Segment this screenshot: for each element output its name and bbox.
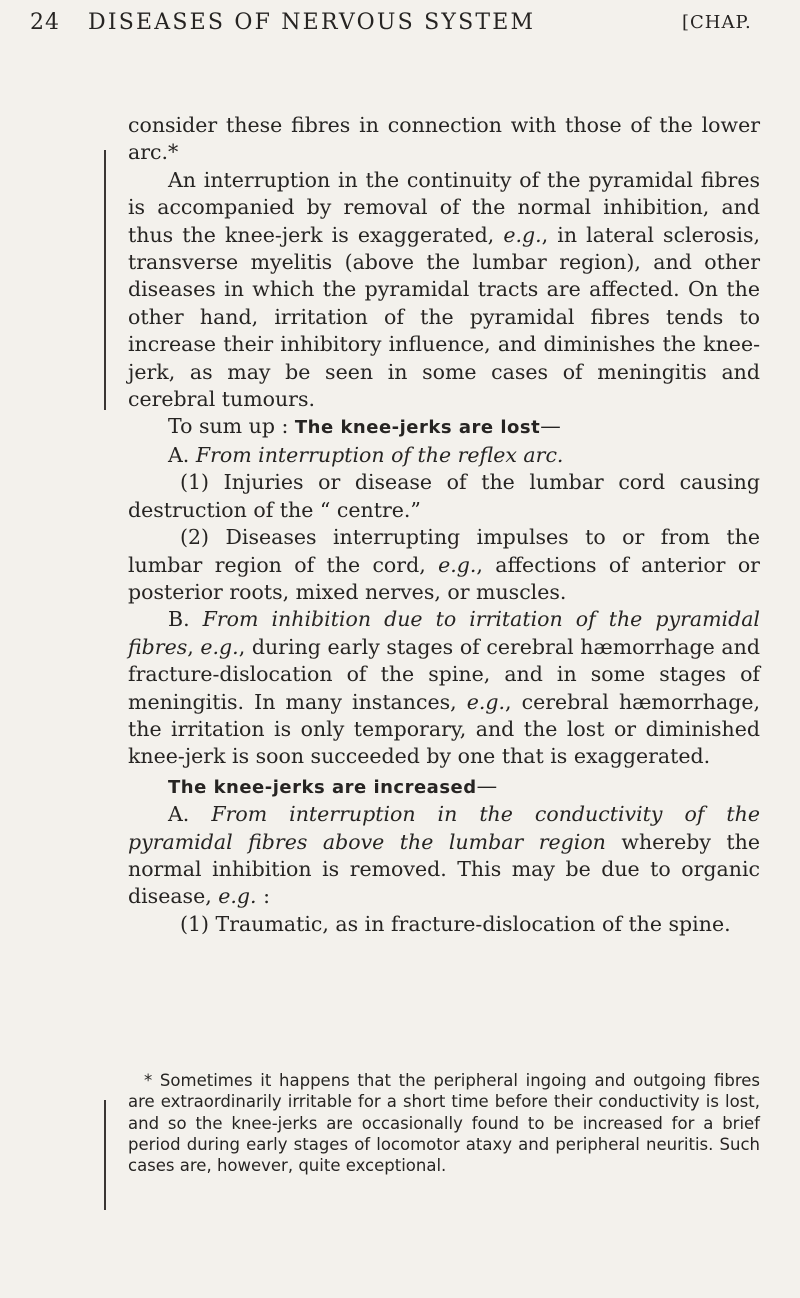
page-number: 24 [30, 10, 60, 35]
body-text [128, 112, 760, 938]
item-a-lost-1: (1) Injuries or disease of the lumbar cord causing destruction of the “ centre.” [128, 470, 760, 522]
item-a-lost-2: (2) Diseases interrupting impulses to or from the lumbar region of the cord, e.g., affections of anterior or posterior roots, mixed nerves, or muscles. [128, 525, 760, 604]
running-title: DISEASES OF NERVOUS SYSTEM [88, 10, 536, 35]
item-b-lost: B. From inhibition due to irritation of the pyramidal fibres, e.g., during early stages of cerebral hæmorrhage and fracture-dislocation of the spine, and in some stages of meningitis. In many instances, e.g., cerebral hæmorrhage, the irritation is only temporary, and the lost or diminished knee-jerk is soon succeeded by one that is exaggerated. [128, 607, 760, 769]
paragraph-continuation: consider these fibres in connection with those of the lower arc.* [128, 113, 760, 165]
margin-mark-footnote [104, 1100, 106, 1210]
heading-knee-jerks-increased: The knee-jerks are increased [168, 776, 477, 798]
item-a-increased-1: (1) Traumatic, as in fracture-dislocation of the spine. [180, 911, 731, 936]
paragraph-increased: The knee-jerks are increased— [168, 773, 498, 798]
chapter-marker: [CHAP. [682, 12, 752, 33]
item-a-lost: A. From interruption of the reflex arc. [168, 442, 564, 467]
footnote: * Sometimes it happens that the peripheral ingoing and outgoing fibres are extraordinarily irritable for a short time before their conductivity is lost, and so the knee-jerks are occasionally found to be increased for a brief period during early stages of locomotor ataxy and peripheral neuritis. Such cases are, however, quite exceptional. [128, 1071, 760, 1176]
margin-mark-left [104, 150, 106, 410]
heading-knee-jerks-lost: The knee-jerks are lost [294, 417, 541, 439]
paragraph-sum-up: To sum up : The knee-jerks are lost— [168, 414, 561, 439]
item-a-increased: A. From interruption in the conductivity of the pyramidal fibres above the lumbar region whereby the normal inhibition is removed. This may be due to organic disease, e.g. : [128, 802, 761, 909]
paragraph-interruption: An interruption in the continuity of the pyramidal fibres is accompanied by removal of the normal inhibition, and thus the knee-jerk is exaggerated, e.g., in lateral sclerosis, transverse myelitis (above the lumbar region), and other diseases in which the pyramidal tracts are affected. On the other hand, irritation of the pyramidal fibres tends to increase their inhibitory influence, and diminishes the knee-jerk, as may be seen in some cases of meningitis and cerebral tumours. [128, 167, 760, 412]
running-head [30, 10, 770, 50]
